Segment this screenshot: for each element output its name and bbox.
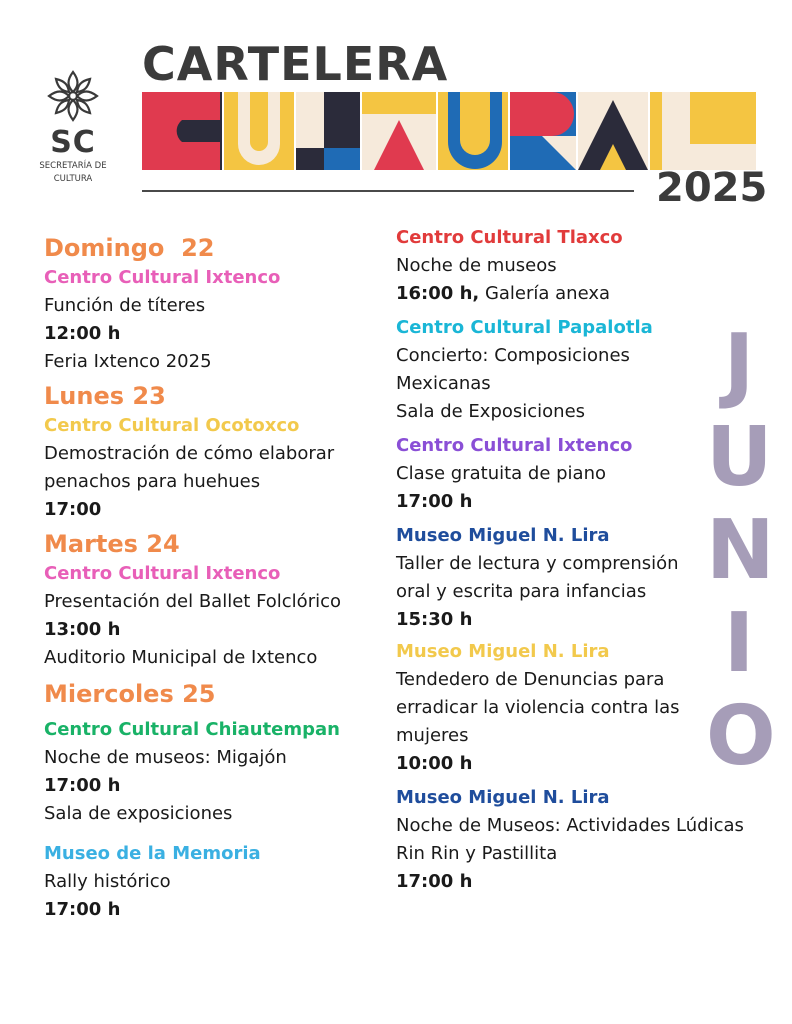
page-title: CARTELERA bbox=[142, 37, 449, 91]
event-item bbox=[44, 840, 374, 924]
event-venue: Centro Cultural Ixtenco bbox=[396, 435, 633, 456]
event-venue: Centro Cultural Ocotoxco bbox=[44, 415, 300, 436]
schedule-left-column bbox=[44, 228, 374, 928]
event-item bbox=[44, 264, 374, 376]
event-description: Demostración de cómo elaborar bbox=[44, 443, 335, 464]
year: 2025 bbox=[656, 165, 768, 211]
month-letter: U bbox=[706, 410, 773, 505]
event-description: Clase gratuita de piano bbox=[396, 463, 607, 484]
event-time: 17:00 bbox=[44, 499, 102, 520]
event-venue: Centro Cultural Papalotla bbox=[396, 317, 653, 338]
event-item bbox=[44, 412, 374, 524]
event-description: Taller de lectura y comprensión bbox=[396, 553, 679, 574]
logo-abbreviation: SC bbox=[50, 125, 96, 160]
event-item bbox=[396, 224, 756, 308]
month-letter: O bbox=[706, 689, 776, 784]
event-venue: Centro Cultural Tlaxco bbox=[396, 227, 623, 248]
day-heading-tuesday: Martes 24 bbox=[44, 530, 180, 558]
event-description: penachos para huehues bbox=[44, 471, 261, 492]
event-time: 12:00 h bbox=[44, 323, 121, 344]
event-item bbox=[44, 716, 374, 828]
event-description: Función de títeres bbox=[44, 295, 206, 316]
day-heading-sunday: Domingo 22 bbox=[44, 234, 215, 262]
event-time: 17:00 h bbox=[396, 871, 473, 892]
event-venue: Museo de la Memoria bbox=[44, 843, 261, 864]
event-item bbox=[396, 522, 756, 634]
event-time: 16:00 h, bbox=[396, 283, 480, 304]
event-location: Sala de Exposiciones bbox=[396, 401, 586, 422]
event-description: Noche de museos bbox=[396, 255, 557, 276]
month-letter: J bbox=[723, 317, 755, 412]
event-venue: Museo Miguel N. Lira bbox=[396, 525, 610, 546]
event-description: oral y escrita para infancias bbox=[396, 581, 647, 602]
event-description: Mexicanas bbox=[396, 373, 491, 394]
event-description: erradicar la violencia contra las bbox=[396, 697, 680, 718]
event-time: 10:00 h bbox=[396, 753, 473, 774]
event-item bbox=[396, 784, 756, 896]
event-description: mujeres bbox=[396, 725, 469, 746]
event-time: 15:30 h bbox=[396, 609, 473, 630]
event-venue: Museo Miguel N. Lira bbox=[396, 641, 610, 662]
logo-text-line2: CULTURA bbox=[53, 174, 93, 184]
logo-text-line1: SECRETARÍA DE bbox=[39, 161, 107, 171]
event-description: Rin Rin y Pastillita bbox=[396, 843, 558, 864]
event-description: Rally histórico bbox=[44, 871, 171, 892]
event-item bbox=[44, 560, 374, 672]
event-description: Noche de museos: Migajón bbox=[44, 747, 287, 768]
cultural-banner bbox=[142, 92, 756, 174]
event-item bbox=[396, 638, 756, 778]
event-description: Concierto: Composiciones bbox=[396, 345, 630, 366]
event-time: 17:00 h bbox=[396, 491, 473, 512]
flower-emblem-icon bbox=[45, 68, 101, 124]
event-location: Sala de exposiciones bbox=[44, 803, 233, 824]
month-letter: N bbox=[706, 503, 775, 598]
event-item bbox=[396, 432, 756, 516]
event-description: Noche de Museos: Actividades Lúdicas bbox=[396, 815, 744, 836]
event-location: Auditorio Municipal de Ixtenco bbox=[44, 647, 318, 668]
event-location: Feria Ixtenco 2025 bbox=[44, 351, 212, 372]
day-heading-wednesday: Miercoles 25 bbox=[44, 680, 216, 708]
day-heading-monday: Lunes 23 bbox=[44, 382, 166, 410]
header-divider bbox=[142, 190, 634, 192]
event-description: Tendedero de Denuncias para bbox=[396, 669, 665, 690]
event-venue: Centro Cultural Ixtenco bbox=[44, 563, 281, 584]
event-time: 13:00 h bbox=[44, 619, 121, 640]
event-time: 17:00 h bbox=[44, 899, 121, 920]
secretaria-cultura-logo bbox=[30, 68, 116, 184]
event-item bbox=[396, 314, 756, 426]
event-venue: Centro Cultural Chiautempan bbox=[44, 719, 340, 740]
event-description: Presentación del Ballet Folclórico bbox=[44, 591, 342, 612]
event-time: 17:00 h bbox=[44, 775, 121, 796]
event-venue: Museo Miguel N. Lira bbox=[396, 787, 610, 808]
month-letter: I bbox=[723, 596, 755, 691]
schedule-right-column bbox=[396, 224, 756, 900]
event-location: Galería anexa bbox=[479, 283, 611, 304]
event-venue: Centro Cultural Ixtenco bbox=[44, 267, 281, 288]
cultural-banner-graphic bbox=[142, 92, 756, 170]
